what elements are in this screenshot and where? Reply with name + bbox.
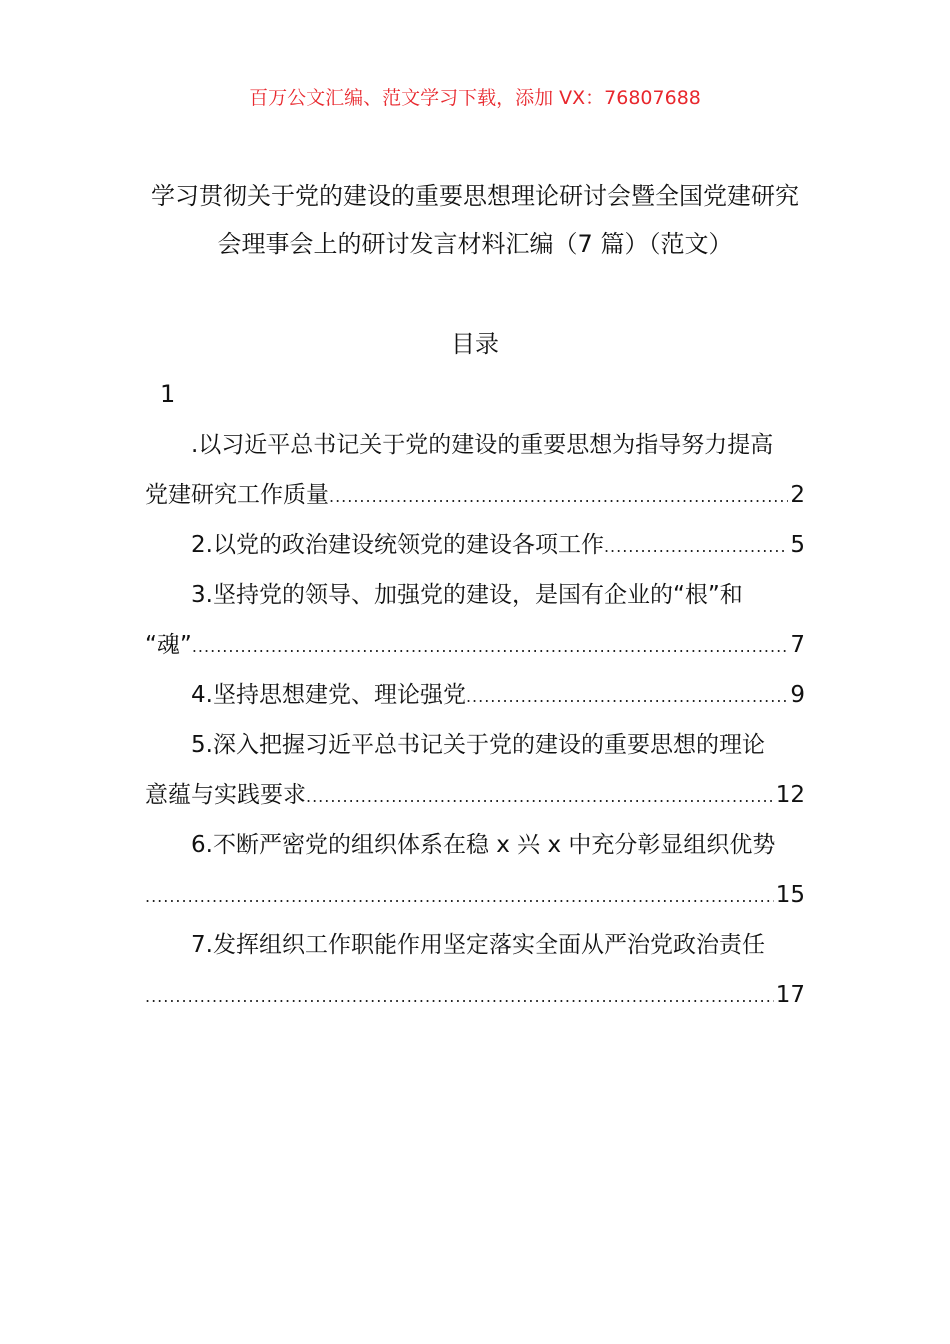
dot-leader [604,522,788,570]
title-line-2: 会理事会上的研讨发言材料汇编（7 篇）（范文） [217,230,733,258]
toc-entry-2[interactable] [145,520,805,570]
toc-entry-4-page: 9 [790,682,805,708]
toc-entry-2-page: 5 [790,532,805,558]
toc-stray-number: 1 [160,380,176,408]
toc-entry-7-page: 17 [775,982,805,1008]
header-banner: 百万公文汇编、范文学习下载，添加 VX：76807688 [249,87,701,109]
table-of-contents [145,420,805,1020]
toc-entry-1-text: 党建研究工作质量 [145,482,329,508]
toc-entry-2-text: 2.以党的政治建设统领党的建设各项工作 [191,532,604,558]
toc-entry-5-line-2[interactable] [145,770,805,820]
toc-entry-6-line-1[interactable]: 6.不断严密党的组织体系在稳 x 兴 x 中充分彰显组织优势 [191,832,776,858]
dot-leader [306,772,774,820]
toc-heading: 目录 [451,330,499,358]
dot-leader [145,972,774,1020]
toc-entry-6-line-2[interactable] [145,870,805,920]
toc-entry-1-line-2[interactable] [145,470,805,520]
toc-entry-5-line-1[interactable]: 5.深入把握习近平总书记关于党的建设的重要思想的理论 [191,732,765,758]
toc-entry-3-line-1[interactable]: 3.坚持党的领导、加强党的建设，是国有企业的“根”和 [191,582,743,608]
dot-leader [329,472,788,520]
dot-leader [192,622,789,670]
toc-entry-3-page: 7 [790,632,805,658]
toc-entry-4[interactable] [145,670,805,720]
toc-entry-5-text: 意蕴与实践要求 [145,782,306,808]
dot-leader [145,872,774,920]
toc-entry-1-page: 2 [790,482,805,508]
dot-leader [466,672,788,720]
toc-entry-4-text: 4.坚持思想建党、理论强党 [191,682,466,708]
document-title [0,172,950,268]
toc-entry-7-line-1[interactable]: 7.发挥组织工作职能作用坚定落实全面从严治党政治责任 [191,932,765,958]
toc-entry-5-page: 12 [775,782,805,808]
title-line-1: 学习贯彻关于党的建设的重要思想理论研讨会暨全国党建研究 [151,182,799,210]
toc-entry-3-line-2[interactable] [145,620,805,670]
toc-entry-7-line-2[interactable] [145,970,805,1020]
toc-entry-1-line-1[interactable]: .以习近平总书记关于党的建设的重要思想为指导努力提高 [191,432,774,458]
toc-entry-3-text: “魂” [145,632,192,658]
toc-entry-6-page: 15 [775,882,805,908]
